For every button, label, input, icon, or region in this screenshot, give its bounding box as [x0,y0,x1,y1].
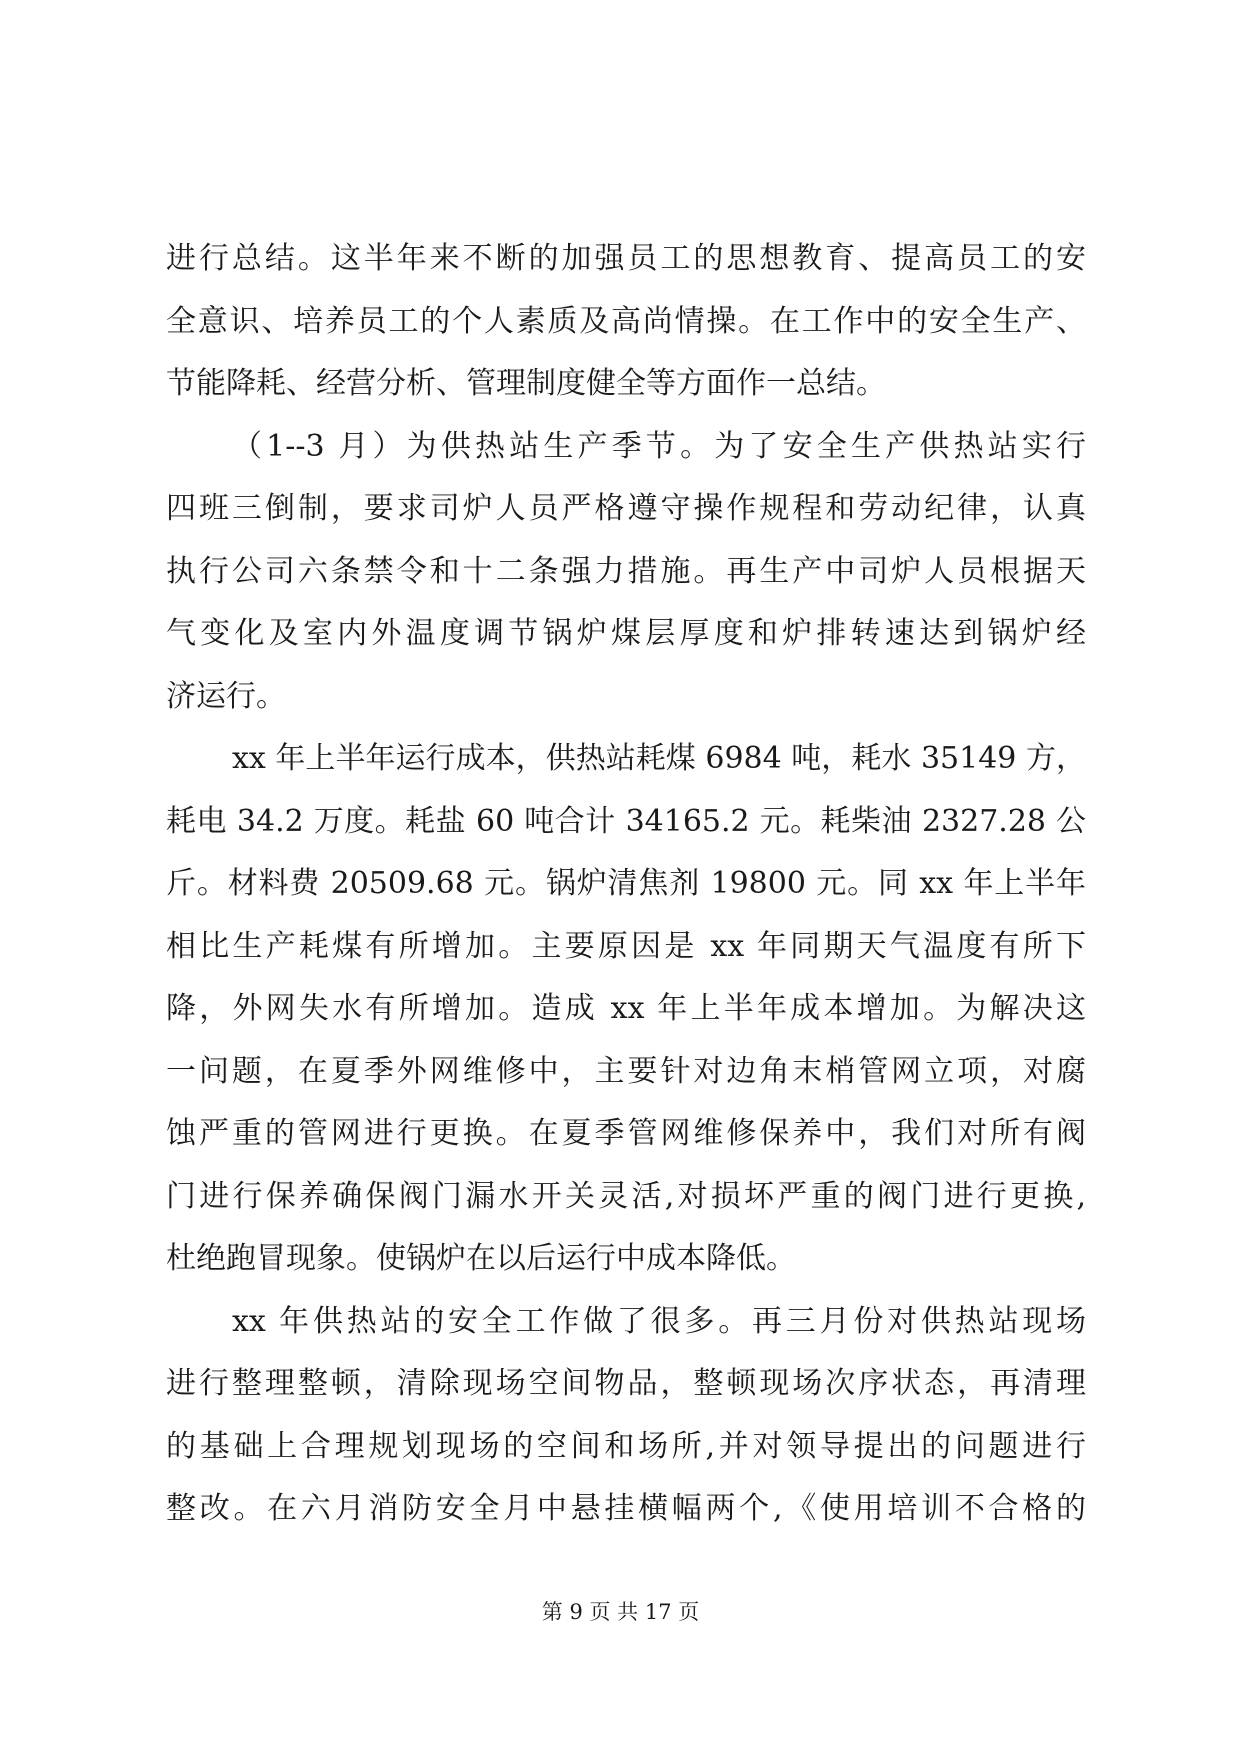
text-line: 相比生产耗煤有所增加。主要原因是 xx 年同期天气温度有所下 [166,928,1086,964]
paragraph [166,1291,1086,1541]
text-line: 的基础上合理规划现场的空间和场所,并对领导提出的问题进行 [166,1428,1086,1464]
text-line: 执行公司六条禁令和十二条强力措施。再生产中司炉人员根据天 [166,553,1086,589]
text-line: xx 年供热站的安全工作做了很多。再三月份对供热站现场 [232,1303,1086,1339]
text-line: （1--3 月）为供热站生产季节。为了安全生产供热站实行 [232,428,1086,464]
text-line: 节能降耗、经营分析、管理制度健全等方面作一总结。 [166,366,886,401]
text-line: 一问题，在夏季外网维修中，主要针对边角末梢管网立项，对腐 [166,1053,1086,1089]
text-line: 斤。材料费 20509.68 元。锅炉清焦剂 19800 元。同 xx 年上半年 [166,866,1086,901]
text-line: 全意识、培养员工的个人素质及高尚情操。在工作中的安全生产、 [166,303,1086,339]
paragraph [166,228,1086,416]
text-line: 气变化及室内外温度调节锅炉煤层厚度和炉排转速达到锅炉经 [166,616,1086,651]
text-line: 四班三倒制，要求司炉人员严格遵守操作规程和劳动纪律，认真 [166,491,1086,526]
text-line: 耗电 34.2 万度。耗盐 60 吨合计 34165.2 元。耗柴油 2327.28 公 [166,803,1086,839]
text-line: 杜绝跑冒现象。使锅炉在以后运行中成本降低。 [166,1241,796,1276]
page-footer: 第 9 页 共 17 页 [541,1600,700,1624]
text-line: xx 年上半年运行成本，供热站耗煤 6984 吨，耗水 35149 方， [232,741,1086,776]
text-line: 进行总结。这半年来不断的加强员工的思想教育、提高员工的安 [166,241,1086,276]
text-line: 整改。在六月消防安全月中悬挂横幅两个,《使用培训不合格的 [166,1491,1086,1526]
paragraph [166,728,1086,1291]
paragraph [166,416,1086,729]
text-line: 济运行。 [166,678,286,714]
text-line: 进行整理整顿，清除现场空间物品，整顿现场次序状态，再清理 [166,1366,1086,1401]
text-line: 蚀严重的管网进行更换。在夏季管网维修保养中，我们对所有阀 [166,1116,1086,1151]
text-line: 门进行保养确保阀门漏水开关灵活,对损坏严重的阀门进行更换, [166,1178,1086,1214]
text-line: 降，外网失水有所增加。造成 xx 年上半年成本增加。为解决这 [166,991,1086,1026]
document-body [166,228,1086,1541]
